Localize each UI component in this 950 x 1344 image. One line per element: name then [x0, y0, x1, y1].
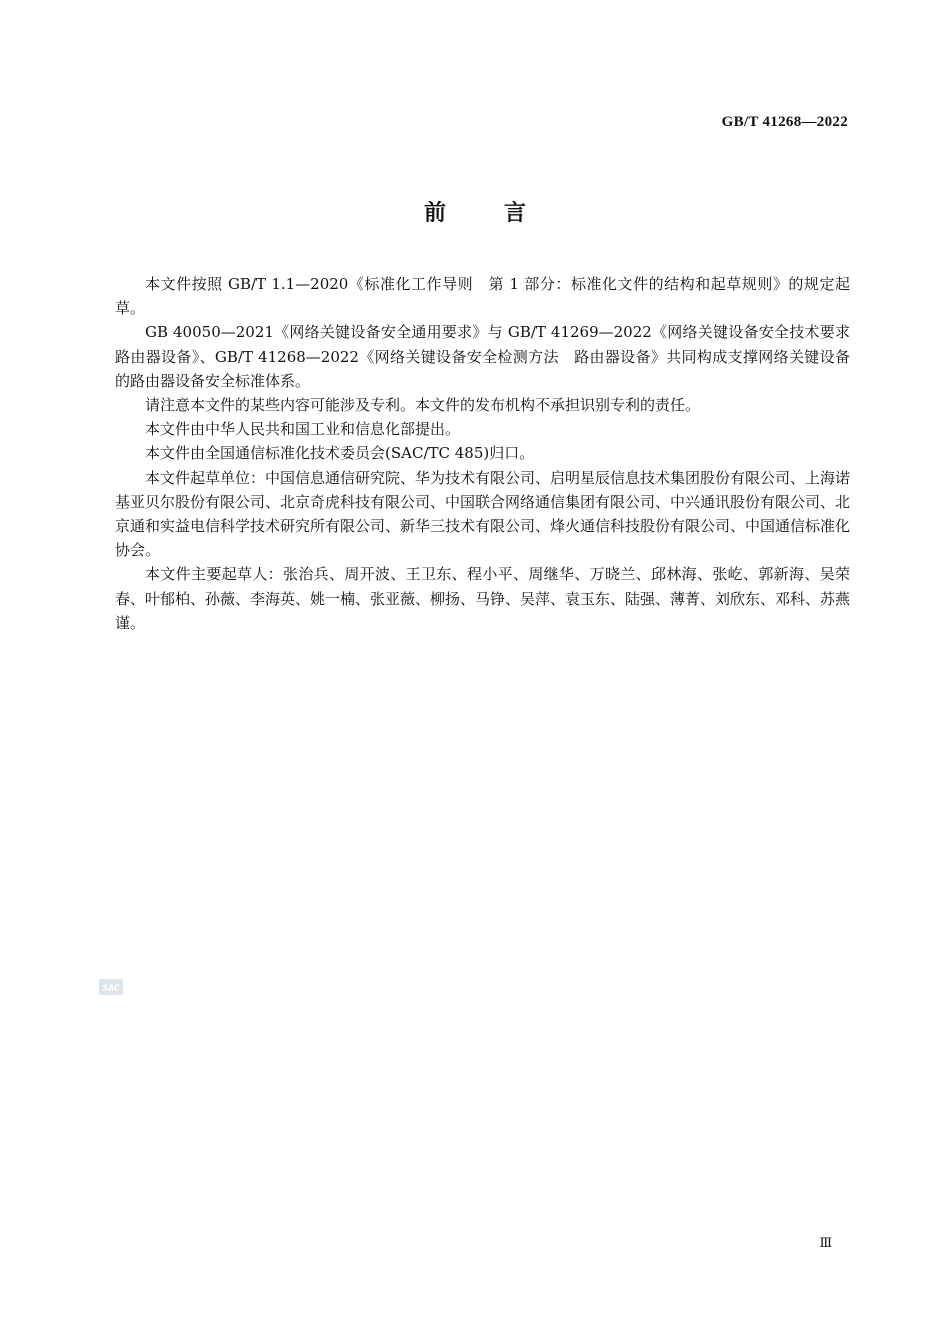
paragraph-patent-notice: 请注意本文件的某些内容可能涉及专利。本文件的发布机构不承担识别专利的责任。: [145, 396, 701, 415]
page-number: Ⅲ: [819, 1236, 832, 1251]
paragraph-proposer: 本文件由中华人民共和国工业和信息化部提出。: [145, 420, 461, 439]
paragraph-drafting-rules: 本文件按照 GB/T 1.1—2020《标准化工作导则 第 1 部分：标准化文件的结构和起草规则》的规定起草。: [115, 275, 850, 318]
sac-watermark-logo: [97, 977, 125, 997]
paragraph-drafters: 本文件主要起草人：张治兵、周开波、王卫东、程小平、周继华、万晓兰、邱林海、张屹、郭新海、吴荣春、叶郁柏、孙薇、李海英、姚一楠、张亚薇、柳扬、马铮、吴萍、袁玉东、陆强、薄菁、刘欣东、邓科、苏燕谨。: [115, 565, 851, 632]
paragraph-drafting-units: 本文件起草单位：中国信息通信研究院、华为技术有限公司、启明星辰信息技术集团股份有限公司、上海诺基亚贝尔股份有限公司、北京奇虎科技有限公司、中国联合网络通信集团有限公司、中兴通讯股份有限公司、北京通和实益电信科学技术研究所有限公司、新华三技术有限公司、烽火通信科技股份有限公司、中国通信标准化协会。: [115, 468, 851, 560]
standard-code: GB/T 41268—2022: [721, 114, 848, 130]
paragraph-related-standards: GB 40050—2021《网络关键设备安全通用要求》与 GB/T 41269—2022《网络关键设备安全技术要求 路由器设备》、GB/T 41268—2022《网络关键设备安全检测方法 路由器设备》共同构成支撑网络关键设备的路由器设备安全标准体系。: [115, 323, 866, 390]
foreword-body: [115, 272, 866, 635]
paragraph-technical-committee: 本文件由全国通信标准化技术委员会(SAC/TC 485)归口。: [145, 444, 535, 463]
page-title: 前言: [423, 201, 584, 226]
sac-watermark-text: SAC: [102, 983, 120, 993]
